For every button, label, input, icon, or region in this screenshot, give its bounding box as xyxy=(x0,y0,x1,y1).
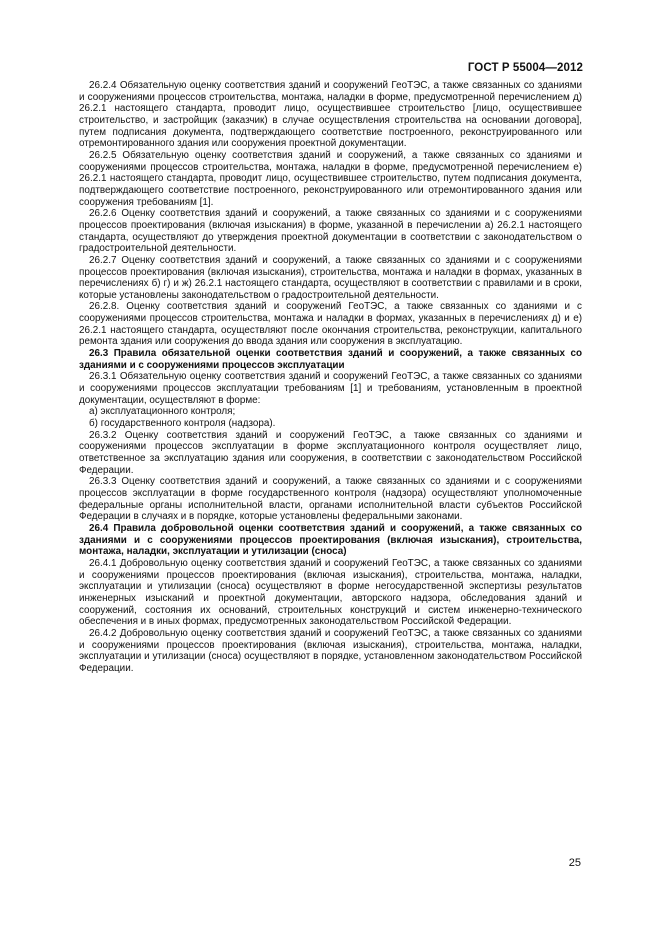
paragraph-26-2-5: 26.2.5 Обязательную оценку соответствия зданий и сооружений, а также связанных со зданиями и сооружениями процессов строительства, монтажа, наладки в форме, предусмотренной перечислением е) 26.2.1 настоящего стандарта, проводит лицо, осуществившее строительство, путем подписания документа, подтверждающего соответствие построенного, реконструированного или отремонтированного здания или сооружения требованиям [1]. xyxy=(79,149,582,208)
document-body xyxy=(79,80,582,674)
paragraph-26-4-1: 26.4.1 Добровольную оценку соответствия зданий и сооружений ГеоТЭС, а также связанных со зданиями и сооружениями процессов проектирования (включая изыскания), строительства, монтажа, наладки, эксплуатации и утилизации (сноса) осуществляют в форме негосударственной экспертизы результатов инженерных изысканий и проектной документации, авторского надзора, обследования зданий и сооружений, состояния их оснований, строительных конструкций и систем инженерно-технического обеспечения и в иных формах, предусмотренных законодательством Российской Федерации. xyxy=(79,557,582,628)
paragraph-26-3-2: 26.3.2 Оценку соответствия зданий и сооружений ГеоТЭС, а также связанных со зданиями и сооружениями процессов эксплуатации в форме эксплуатационного контроля осуществляет лицо, ответственное за эксплуатацию здания или сооружения, в соответствии с законодательством Российской Федерации. xyxy=(79,429,582,476)
paragraph-26-2-6: 26.2.6 Оценку соответствия зданий и сооружений, а также связанных со зданиями и с сооружениями процессов проектирования (включая изыскания) в форме, указанной в перечислении а) 26.2.1 настоящего стандарта, осуществляют до утверждения проектной документации в соответствии с законодательством о градостроительной деятельности. xyxy=(79,208,582,255)
document-header: ГОСТ Р 55004—2012 xyxy=(467,62,583,74)
list-item-a: а) эксплуатационного контроля; xyxy=(89,406,236,418)
section-heading-26-3: 26.3 Правила обязательной оценки соответствия зданий и сооружений, а также связанных со зданиями и с сооружениями процессов эксплуатации xyxy=(79,348,582,371)
paragraph-26-2-8: 26.2.8. Оценку соответствия зданий и сооружений ГеоТЭС, а также связанных со зданиями и с сооружениями процессов строительства, монтажа и наладки в формах, указанных в перечислениях д) и е) 26.2.1 настоящего стандарта, осуществляют после окончания строительства, реконструкции, капитального ремонта здания или сооружения до ввода здания или сооружения в эксплуатацию. xyxy=(79,301,582,348)
list-item-b: б) государственного контроля (надзора). xyxy=(89,418,276,430)
paragraph-26-3-1: 26.3.1 Обязательную оценку соответствия зданий и сооружений ГеоТЭС, а также связанных со зданиями и сооружениями процессов эксплуатации требованиям [1] и требованиям, установленным в проектной документации, осуществляют в форме: xyxy=(79,371,582,406)
section-heading-26-4: 26.4 Правила добровольной оценки соответствия зданий и сооружений, а также связанных со зданиями и с сооружениями процессов проектирования (включая изыскания), строительства, монтажа, наладки, эксплуатации и утилизации (сноса) xyxy=(79,522,582,558)
paragraph-26-3-3: 26.3.3 Оценку соответствия зданий и сооружений, а также связанных со зданиями и с сооружениями процессов эксплуатации в форме государственного контроля (надзора) осуществляют уполномоченные федеральные органы исполнительной власти, органами исполнительной власти субъектов Российской Федерации в случаях и в порядке, которые установлены федеральными законами. xyxy=(79,476,582,523)
page-number: 25 xyxy=(568,857,581,869)
paragraph-26-2-7: 26.2.7 Оценку соответствия зданий и сооружений, а также связанных со зданиями и с сооружениями процессов проектирования (включая изыскания), строительства, монтажа и наладки в формах, указанных в перечислениях б) г) и ж) 26.2.1 настоящего стандарта, осуществляют в соответствии с правилами и в сроки, которые установлены законодательством о градостроительной деятельности. xyxy=(79,254,582,301)
paragraph-26-2-4: 26.2.4 Обязательную оценку соответствия зданий и сооружений ГеоТЭС, а также связанных со зданиями и сооружениями процессов строительства, монтажа, наладки в форме, предусмотренной перечислением д) 26.2.1 настоящего стандарта, проводит лицо, осуществившее строительство [лицо, осуществившее строительство, и застройщик (заказчик) в случае осуществления строительства на основании договора], путем подписания документа, подтверждающего соответствие построенного, реконструированного или отремонтированного здания или сооружения проектной документации. xyxy=(79,80,582,150)
paragraph-26-4-2: 26.4.2 Добровольную оценку соответствия зданий и сооружений ГеоТЭС, а также связанных со зданиями и сооружениями процессов проектирования (включая изыскания), строительства, монтажа, наладки, эксплуатации и утилизации (сноса) осуществляют в порядке, установленном законодательством Российской Федерации. xyxy=(79,627,582,674)
